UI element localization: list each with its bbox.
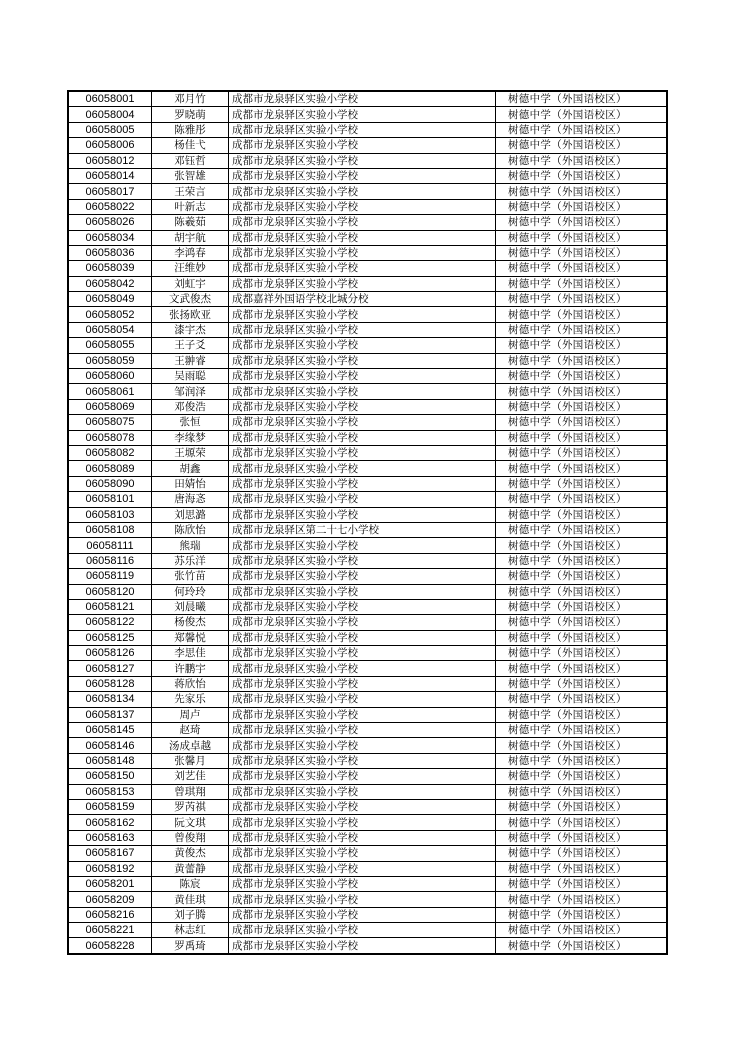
student-name-cell: 胡宇航 — [152, 230, 229, 245]
primary-school-cell: 成都市龙泉驿区实验小学校 — [229, 630, 496, 645]
table-row — [68, 168, 667, 183]
admitted-school-cell: 树德中学（外国语校区） — [496, 384, 668, 399]
primary-school-cell: 成都市龙泉驿区实验小学校 — [229, 476, 496, 491]
admitted-school-cell: 树德中学（外国语校区） — [496, 461, 668, 476]
student-name-cell: 周卢 — [152, 707, 229, 722]
primary-school-cell: 成都市龙泉驿区实验小学校 — [229, 676, 496, 691]
admitted-school-cell: 树德中学（外国语校区） — [496, 369, 668, 384]
admitted-school-cell: 树德中学（外国语校区） — [496, 399, 668, 414]
student-name-cell: 刘晨曦 — [152, 599, 229, 614]
student-id-cell: 06058090 — [68, 476, 152, 491]
admitted-school-cell: 树德中学（外国语校区） — [496, 815, 668, 830]
student-name-cell: 田婧怡 — [152, 476, 229, 491]
student-id-cell: 06058004 — [68, 107, 152, 122]
student-name-cell: 苏乐洋 — [152, 553, 229, 568]
table-row — [68, 384, 667, 399]
table-row — [68, 876, 667, 891]
student-name-cell: 张恒 — [152, 415, 229, 430]
primary-school-cell: 成都市龙泉驿区实验小学校 — [229, 230, 496, 245]
student-name-cell: 漆宇杰 — [152, 322, 229, 337]
student-name-cell: 阮文琪 — [152, 815, 229, 830]
primary-school-cell: 成都市龙泉驿区实验小学校 — [229, 384, 496, 399]
student-name-cell: 曾琪翔 — [152, 784, 229, 799]
admitted-school-cell: 树德中学（外国语校区） — [496, 753, 668, 768]
admitted-school-cell: 树德中学（外国语校区） — [496, 538, 668, 553]
primary-school-cell: 成都市龙泉驿区实验小学校 — [229, 815, 496, 830]
table-row — [68, 522, 667, 537]
admitted-school-cell: 树德中学（外国语校区） — [496, 799, 668, 814]
table-row — [68, 507, 667, 522]
student-id-cell: 06058103 — [68, 507, 152, 522]
primary-school-cell: 成都市龙泉驿区实验小学校 — [229, 553, 496, 568]
student-name-cell: 胡鑫 — [152, 461, 229, 476]
primary-school-cell: 成都市龙泉驿区实验小学校 — [229, 399, 496, 414]
table-row — [68, 122, 667, 137]
admitted-school-cell: 树德中学（外国语校区） — [496, 553, 668, 568]
primary-school-cell: 成都市龙泉驿区实验小学校 — [229, 492, 496, 507]
table-row — [68, 553, 667, 568]
admitted-school-cell: 树德中学（外国语校区） — [496, 892, 668, 907]
primary-school-cell: 成都市龙泉驿区实验小学校 — [229, 338, 496, 353]
table-row — [68, 892, 667, 907]
student-name-cell: 陈雅彤 — [152, 122, 229, 137]
admitted-school-cell: 树德中学（外国语校区） — [496, 615, 668, 630]
student-name-cell: 先家乐 — [152, 692, 229, 707]
student-id-cell: 06058042 — [68, 276, 152, 291]
student-id-cell: 06058022 — [68, 199, 152, 214]
table-row — [68, 599, 667, 614]
primary-school-cell: 成都市龙泉驿区实验小学校 — [229, 369, 496, 384]
student-id-cell: 06058014 — [68, 168, 152, 183]
table-row — [68, 707, 667, 722]
table-row — [68, 415, 667, 430]
admitted-school-cell: 树德中学（外国语校区） — [496, 846, 668, 861]
admitted-school-cell: 树德中学（外国语校区） — [496, 492, 668, 507]
admitted-school-cell: 树德中学（外国语校区） — [496, 907, 668, 922]
table-row — [68, 107, 667, 122]
student-name-cell: 王翀睿 — [152, 353, 229, 368]
student-name-cell: 王荣言 — [152, 184, 229, 199]
student-id-cell: 06058159 — [68, 799, 152, 814]
table-row — [68, 923, 667, 938]
student-name-cell: 何玲玲 — [152, 584, 229, 599]
table-row — [68, 199, 667, 214]
student-name-cell: 叶新志 — [152, 199, 229, 214]
primary-school-cell: 成都市龙泉驿区实验小学校 — [229, 322, 496, 337]
primary-school-cell: 成都市龙泉驿区实验小学校 — [229, 445, 496, 460]
student-id-cell: 06058126 — [68, 646, 152, 661]
student-id-cell: 06058108 — [68, 522, 152, 537]
student-id-cell: 06058150 — [68, 769, 152, 784]
student-name-cell: 黄佳琪 — [152, 892, 229, 907]
primary-school-cell: 成都市龙泉驿区实验小学校 — [229, 415, 496, 430]
table-row — [68, 369, 667, 384]
table-row — [68, 676, 667, 691]
primary-school-cell: 成都市龙泉驿区实验小学校 — [229, 876, 496, 891]
student-id-cell: 06058153 — [68, 784, 152, 799]
table-row — [68, 584, 667, 599]
student-id-cell: 06058060 — [68, 369, 152, 384]
student-id-cell: 06058137 — [68, 707, 152, 722]
student-id-cell: 06058122 — [68, 615, 152, 630]
table-row — [68, 815, 667, 830]
admitted-school-cell: 树德中学（外国语校区） — [496, 692, 668, 707]
table-row — [68, 846, 667, 861]
admitted-school-cell: 树德中学（外国语校区） — [496, 676, 668, 691]
student-name-cell: 陈欣怡 — [152, 522, 229, 537]
table-row — [68, 830, 667, 845]
student-name-cell: 杨俊杰 — [152, 615, 229, 630]
student-id-cell: 06058075 — [68, 415, 152, 430]
primary-school-cell: 成都市龙泉驿区实验小学校 — [229, 584, 496, 599]
student-id-cell: 06058127 — [68, 661, 152, 676]
primary-school-cell: 成都市龙泉驿区实验小学校 — [229, 184, 496, 199]
primary-school-cell: 成都市龙泉驿区实验小学校 — [229, 168, 496, 183]
primary-school-cell: 成都市龙泉驿区实验小学校 — [229, 615, 496, 630]
table-row — [68, 292, 667, 307]
student-id-cell: 06058192 — [68, 861, 152, 876]
table-row — [68, 276, 667, 291]
student-name-cell: 郑馨悦 — [152, 630, 229, 645]
admitted-school-cell: 树德中学（外国语校区） — [496, 830, 668, 845]
student-id-cell: 06058145 — [68, 723, 152, 738]
student-id-cell: 06058111 — [68, 538, 152, 553]
student-id-cell: 06058012 — [68, 153, 152, 168]
student-name-cell: 黄俊杰 — [152, 846, 229, 861]
student-name-cell: 许鹏宇 — [152, 661, 229, 676]
primary-school-cell: 成都市龙泉驿区实验小学校 — [229, 646, 496, 661]
table-row — [68, 569, 667, 584]
student-id-cell: 06058120 — [68, 584, 152, 599]
admitted-school-cell: 树德中学（外国语校区） — [496, 784, 668, 799]
student-name-cell: 刘艺佳 — [152, 769, 229, 784]
admitted-school-cell: 树德中学（外国语校区） — [496, 307, 668, 322]
student-name-cell: 刘虹宇 — [152, 276, 229, 291]
primary-school-cell: 成都市龙泉驿区实验小学校 — [229, 738, 496, 753]
table-row — [68, 461, 667, 476]
student-name-cell: 汪维妙 — [152, 261, 229, 276]
table-row — [68, 538, 667, 553]
student-id-cell: 06058006 — [68, 138, 152, 153]
table-row — [68, 307, 667, 322]
primary-school-cell: 成都市龙泉驿区实验小学校 — [229, 461, 496, 476]
student-id-cell: 06058128 — [68, 676, 152, 691]
table-row — [68, 184, 667, 199]
table-row — [68, 907, 667, 922]
table-row — [68, 738, 667, 753]
table-row — [68, 646, 667, 661]
student-id-cell: 06058101 — [68, 492, 152, 507]
primary-school-cell: 成都市龙泉驿区实验小学校 — [229, 707, 496, 722]
table-row — [68, 215, 667, 230]
admitted-school-cell: 树德中学（外国语校区） — [496, 322, 668, 337]
student-id-cell: 06058228 — [68, 938, 152, 954]
admitted-school-cell: 树德中学（外国语校区） — [496, 923, 668, 938]
admitted-school-cell: 树德中学（外国语校区） — [496, 476, 668, 491]
admitted-school-cell: 树德中学（外国语校区） — [496, 445, 668, 460]
primary-school-cell: 成都市龙泉驿区实验小学校 — [229, 861, 496, 876]
table-row — [68, 769, 667, 784]
student-name-cell: 陈羲茹 — [152, 215, 229, 230]
admitted-school-cell: 树德中学（外国语校区） — [496, 707, 668, 722]
primary-school-cell: 成都市龙泉驿区实验小学校 — [229, 830, 496, 845]
primary-school-cell: 成都市龙泉驿区实验小学校 — [229, 199, 496, 214]
table-row — [68, 630, 667, 645]
student-name-cell: 刘思潞 — [152, 507, 229, 522]
student-id-cell: 06058001 — [68, 91, 152, 107]
primary-school-cell: 成都市龙泉驿区实验小学校 — [229, 907, 496, 922]
primary-school-cell: 成都市龙泉驿区实验小学校 — [229, 769, 496, 784]
student-name-cell: 蒋欣怡 — [152, 676, 229, 691]
primary-school-cell: 成都市龙泉驿区实验小学校 — [229, 753, 496, 768]
admitted-school-cell: 树德中学（外国语校区） — [496, 599, 668, 614]
student-name-cell: 罗芮祺 — [152, 799, 229, 814]
student-id-cell: 06058061 — [68, 384, 152, 399]
table-body — [68, 91, 667, 954]
student-name-cell: 王子爻 — [152, 338, 229, 353]
admitted-school-cell: 树德中学（外国语校区） — [496, 199, 668, 214]
student-name-cell: 王塬荣 — [152, 445, 229, 460]
table-row — [68, 615, 667, 630]
admitted-school-cell: 树德中学（外国语校区） — [496, 522, 668, 537]
student-id-cell: 06058026 — [68, 215, 152, 230]
admitted-school-cell: 树德中学（外国语校区） — [496, 122, 668, 137]
admitted-school-cell: 树德中学（外国语校区） — [496, 261, 668, 276]
admitted-school-cell: 树德中学（外国语校区） — [496, 569, 668, 584]
student-id-cell: 06058017 — [68, 184, 152, 199]
student-id-cell: 06058059 — [68, 353, 152, 368]
student-name-cell: 李思佳 — [152, 646, 229, 661]
admission-list-table — [67, 90, 668, 955]
student-id-cell: 06058049 — [68, 292, 152, 307]
student-name-cell: 陈宸 — [152, 876, 229, 891]
admitted-school-cell: 树德中学（外国语校区） — [496, 168, 668, 183]
student-name-cell: 唐海忞 — [152, 492, 229, 507]
student-name-cell: 汤成卓越 — [152, 738, 229, 753]
student-name-cell: 吴雨聪 — [152, 369, 229, 384]
admitted-school-cell: 树德中学（外国语校区） — [496, 584, 668, 599]
admitted-school-cell: 树德中学（外国语校区） — [496, 107, 668, 122]
student-name-cell: 邓俊浩 — [152, 399, 229, 414]
student-name-cell: 邹润泽 — [152, 384, 229, 399]
table-row — [68, 492, 667, 507]
primary-school-cell: 成都市龙泉驿区实验小学校 — [229, 91, 496, 107]
student-id-cell: 06058036 — [68, 245, 152, 260]
table-row — [68, 245, 667, 260]
admitted-school-cell: 树德中学（外国语校区） — [496, 861, 668, 876]
student-name-cell: 黄蕾静 — [152, 861, 229, 876]
table-row — [68, 476, 667, 491]
table-row — [68, 861, 667, 876]
primary-school-cell: 成都嘉祥外国语学校北城分校 — [229, 292, 496, 307]
table-row — [68, 338, 667, 353]
table-row — [68, 661, 667, 676]
admitted-school-cell: 树德中学（外国语校区） — [496, 91, 668, 107]
student-name-cell: 杨佳弋 — [152, 138, 229, 153]
table-row — [68, 938, 667, 954]
primary-school-cell: 成都市龙泉驿区实验小学校 — [229, 430, 496, 445]
student-id-cell: 06058209 — [68, 892, 152, 907]
student-id-cell: 06058078 — [68, 430, 152, 445]
student-name-cell: 罗禹琦 — [152, 938, 229, 954]
primary-school-cell: 成都市龙泉驿区实验小学校 — [229, 276, 496, 291]
admitted-school-cell: 树德中学（外国语校区） — [496, 507, 668, 522]
primary-school-cell: 成都市龙泉驿区实验小学校 — [229, 122, 496, 137]
student-id-cell: 06058052 — [68, 307, 152, 322]
admitted-school-cell: 树德中学（外国语校区） — [496, 646, 668, 661]
student-id-cell: 06058039 — [68, 261, 152, 276]
primary-school-cell: 成都市龙泉驿区实验小学校 — [229, 923, 496, 938]
table-row — [68, 261, 667, 276]
student-name-cell: 李缘梦 — [152, 430, 229, 445]
student-id-cell: 06058121 — [68, 599, 152, 614]
admitted-school-cell: 树德中学（外国语校区） — [496, 738, 668, 753]
table-row — [68, 430, 667, 445]
table-row — [68, 353, 667, 368]
student-name-cell: 张馨月 — [152, 753, 229, 768]
primary-school-cell: 成都市龙泉驿区实验小学校 — [229, 261, 496, 276]
admitted-school-cell: 树德中学（外国语校区） — [496, 938, 668, 954]
primary-school-cell: 成都市龙泉驿区实验小学校 — [229, 723, 496, 738]
student-id-cell: 06058148 — [68, 753, 152, 768]
student-id-cell: 06058089 — [68, 461, 152, 476]
student-id-cell: 06058055 — [68, 338, 152, 353]
admitted-school-cell: 树德中学（外国语校区） — [496, 276, 668, 291]
primary-school-cell: 成都市龙泉驿区实验小学校 — [229, 153, 496, 168]
student-id-cell: 06058069 — [68, 399, 152, 414]
student-name-cell: 刘子腾 — [152, 907, 229, 922]
student-id-cell: 06058216 — [68, 907, 152, 922]
table-row — [68, 723, 667, 738]
student-id-cell: 06058034 — [68, 230, 152, 245]
admitted-school-cell: 树德中学（外国语校区） — [496, 292, 668, 307]
primary-school-cell: 成都市龙泉驿区实验小学校 — [229, 353, 496, 368]
admitted-school-cell: 树德中学（外国语校区） — [496, 430, 668, 445]
admitted-school-cell: 树德中学（外国语校区） — [496, 245, 668, 260]
student-name-cell: 李鸿春 — [152, 245, 229, 260]
table-row — [68, 399, 667, 414]
student-name-cell: 邓月竹 — [152, 91, 229, 107]
student-name-cell: 曾俊翔 — [152, 830, 229, 845]
student-name-cell: 文武俊杰 — [152, 292, 229, 307]
admitted-school-cell: 树德中学（外国语校区） — [496, 353, 668, 368]
admitted-school-cell: 树德中学（外国语校区） — [496, 153, 668, 168]
primary-school-cell: 成都市龙泉驿区实验小学校 — [229, 507, 496, 522]
student-id-cell: 06058146 — [68, 738, 152, 753]
student-name-cell: 赵琦 — [152, 723, 229, 738]
primary-school-cell: 成都市龙泉驿区实验小学校 — [229, 569, 496, 584]
student-id-cell: 06058134 — [68, 692, 152, 707]
table-row — [68, 784, 667, 799]
student-id-cell: 06058125 — [68, 630, 152, 645]
primary-school-cell: 成都市龙泉驿区实验小学校 — [229, 692, 496, 707]
primary-school-cell: 成都市龙泉驿区实验小学校 — [229, 938, 496, 954]
primary-school-cell: 成都市龙泉驿区实验小学校 — [229, 307, 496, 322]
student-id-cell: 06058054 — [68, 322, 152, 337]
primary-school-cell: 成都市龙泉驿区实验小学校 — [229, 799, 496, 814]
admitted-school-cell: 树德中学（外国语校区） — [496, 338, 668, 353]
primary-school-cell: 成都市龙泉驿区实验小学校 — [229, 599, 496, 614]
admitted-school-cell: 树德中学（外国语校区） — [496, 184, 668, 199]
table-row — [68, 692, 667, 707]
admitted-school-cell: 树德中学（外国语校区） — [496, 138, 668, 153]
table-row — [68, 91, 667, 107]
student-name-cell: 张智雄 — [152, 168, 229, 183]
primary-school-cell: 成都市龙泉驿区实验小学校 — [229, 846, 496, 861]
admitted-school-cell: 树德中学（外国语校区） — [496, 876, 668, 891]
student-name-cell: 罗晓萌 — [152, 107, 229, 122]
student-id-cell: 06058116 — [68, 553, 152, 568]
admitted-school-cell: 树德中学（外国语校区） — [496, 769, 668, 784]
student-id-cell: 06058163 — [68, 830, 152, 845]
table-row — [68, 138, 667, 153]
admitted-school-cell: 树德中学（外国语校区） — [496, 415, 668, 430]
student-id-cell: 06058082 — [68, 445, 152, 460]
table-row — [68, 230, 667, 245]
primary-school-cell: 成都市龙泉驿区实验小学校 — [229, 892, 496, 907]
table-row — [68, 799, 667, 814]
student-name-cell: 张竹苗 — [152, 569, 229, 584]
student-id-cell: 06058221 — [68, 923, 152, 938]
student-name-cell: 邓钰哲 — [152, 153, 229, 168]
primary-school-cell: 成都市龙泉驿区实验小学校 — [229, 138, 496, 153]
table-row — [68, 445, 667, 460]
student-name-cell: 林志红 — [152, 923, 229, 938]
table-row — [68, 322, 667, 337]
admitted-school-cell: 树德中学（外国语校区） — [496, 230, 668, 245]
table-row — [68, 153, 667, 168]
primary-school-cell: 成都市龙泉驿区第二十七小学校 — [229, 522, 496, 537]
student-id-cell: 06058167 — [68, 846, 152, 861]
primary-school-cell: 成都市龙泉驿区实验小学校 — [229, 215, 496, 230]
admitted-school-cell: 树德中学（外国语校区） — [496, 630, 668, 645]
admitted-school-cell: 树德中学（外国语校区） — [496, 661, 668, 676]
student-id-cell: 06058119 — [68, 569, 152, 584]
admitted-school-cell: 树德中学（外国语校区） — [496, 215, 668, 230]
student-id-cell: 06058201 — [68, 876, 152, 891]
admitted-school-cell: 树德中学（外国语校区） — [496, 723, 668, 738]
student-name-cell: 熊瑞 — [152, 538, 229, 553]
primary-school-cell: 成都市龙泉驿区实验小学校 — [229, 538, 496, 553]
primary-school-cell: 成都市龙泉驿区实验小学校 — [229, 661, 496, 676]
student-name-cell: 张扬欧亚 — [152, 307, 229, 322]
primary-school-cell: 成都市龙泉驿区实验小学校 — [229, 784, 496, 799]
primary-school-cell: 成都市龙泉驿区实验小学校 — [229, 245, 496, 260]
student-id-cell: 06058005 — [68, 122, 152, 137]
table-row — [68, 753, 667, 768]
primary-school-cell: 成都市龙泉驿区实验小学校 — [229, 107, 496, 122]
student-id-cell: 06058162 — [68, 815, 152, 830]
